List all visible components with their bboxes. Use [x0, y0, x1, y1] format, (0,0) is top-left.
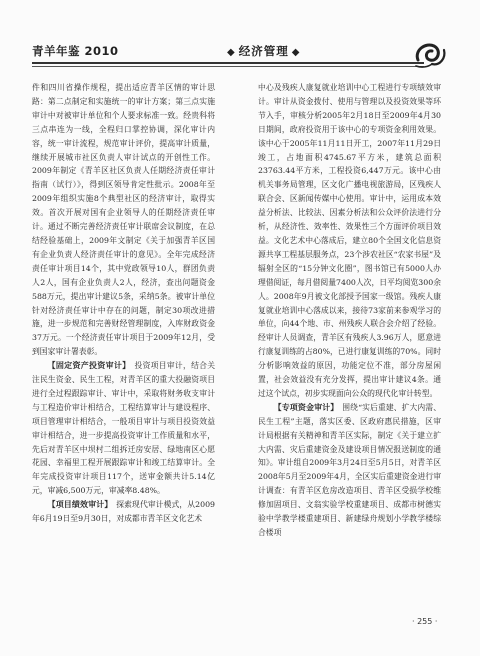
- section-body: 围绕“实后重建、扩大内需、民生工程”主题，落实区委、区政府惠民措施，区审计局根据有关精神和青羊区实际，制定《关于建立扩大内需、灾后重建资金及建设项目情况报送制度的通知》。审计组自2009年3月24日至5月5日，对青羊区2008年5月至2009年4月，全区实后重建资金进行审计调查：有青羊区危房改造项目、青羊区受损学校维修加固项目、文翁实验学校重建项目、成都市树德实验中学教学楼重建项目、新建绿舟规划小学教学楼综合楼项: [258, 402, 441, 537]
- section-body: 投资项目审计，结合关注民生资金、民生工程，对青羊区的重大投融资项目进行全过程跟踪审计、审计中，采取将财务收支审计与工程造价审计相结合，工程结算审计与建设程序、项目管理审计相结合，一般项目审计与项目投资效益审计相结合，进一步提高投资审计工作质量和水平，先后对青羊区中坝村二组拆迁房安居、绿地南区心愿花园、幸福里工程开展跟踪审计和竣工结算审计。全年完成投资审计项目117个，送审金额共计5.14亿元，审减6,500万元，审减率8.48%。: [32, 361, 216, 496]
- section-heading: 【项目绩效审计】: [47, 500, 109, 510]
- section-fixed-asset-audit: [32, 359, 215, 498]
- section-performance-audit: [32, 498, 215, 526]
- diamond-icon: ◆: [227, 47, 236, 58]
- header-rule-thin: [32, 66, 424, 67]
- section-heading: 【专项资金审计】: [273, 402, 335, 412]
- running-header: [32, 40, 424, 60]
- swirl-logo-icon: [412, 38, 448, 70]
- right-column: [258, 81, 441, 540]
- section-heading: 【固定资产投资审计】: [47, 361, 127, 371]
- diamond-icon: ◆: [291, 47, 301, 58]
- section-body: 探索现代审计模式，从2009年6月19日至9月30日，对成都市青羊区文化艺术: [32, 500, 216, 524]
- left-column: [32, 81, 215, 526]
- header-rule: [32, 62, 424, 64]
- section-title: [224, 43, 303, 59]
- yearbook-title: 青羊年鉴 2010: [32, 44, 119, 58]
- paragraph: 件和四川省操作规程，提出适应青羊区情的审计思路：第二点制定和实施统一的审计方案；第三点实施审计中对被审计单位和个人要求标准一致。经贵科将三点串连为一线，全程归口掌控协调，深化审计内容，统一审计流程，规范审计评价，提高审计质量，继续开展城市社区负责人审计试点的开创性工作。2009年制定《青羊区社区负责人任期经济责任审计指南（试行）》，得到区领导肯定性批示。2008年至2009年组织实施8个典型社区的经济审计，取得实效。首次开展对国有企业领导人的任期经济责任审计。通过不断完善经济责任审计联席会议制度，在总结经验基础上，2009年文制定《关于加强青羊区国有企业负责人经济责任审计的意见》。全年完成经济责任审计项目14个，其中党政领导10人，群团负责人2人，国有企业负责人2人，经济，查出问题资金588万元，提出审计建议5条，采纳5条。被审计单位针对经济责任审计中存在的问题，制定30项改进措施，进一步规范和完善财经管理制度，入库财政资金37万元。一个经济责任审计项目于2009年12月，受到国家审计署表彰。: [32, 83, 215, 357]
- section-special-fund-audit: [258, 401, 441, 540]
- paragraph: 中心及残疾人康复就业培训中心工程进行专项绩效审计。审计从资金拨付、使用与管理以及投资效果等环节入手，审核分析2005年2月18日至2009年4月30日期间，政府投资用于该中心的专项资金利用效果。该中心于2005年11月11日开工，2007年11月29日竣工，占地面积4745.67平方米，建筑总面积23763.44平方米，工程投资6,447万元。该中心由机关事务局管理，区文化广播电视旅游局，区残疾人联合会、区新闻传媒中心使用。审计中，运用成本效益分析法、比较法、因素分析法和公众评价法进行分析，从经济性、效率性、效果性三个方面评价项目效益。文化艺术中心落成后，建立80个全国文化信息资源共享工程基层服务点，23个涉农社区“农家书屋”及辐射全区的“15分钟文化圈”，图书馆已有5000人办理借阅证，每月借阅量7400人次，日平均阅览300余人。2008年9月被文化部授予国家一级馆。残疾人康复就业培训中心落成以来，接待73家前来参观学习的单位，向44个地、市、州残疾人联合会介绍了经验。经审计人员调查，青羊区有残疾人3.96万人，愿意进行康复训练的占80%，已进行康复训练的70%。同时分析影响效益的原因，功能定位不准，部分房屋闲置，社会效益没有充分发挥，提出审计建议4条。通过这个试点，初步实现面向公众的现代化审计转型。: [258, 83, 441, 398]
- page-number: · 255 ·: [412, 617, 438, 626]
- section-title-text: 经济管理: [238, 44, 289, 58]
